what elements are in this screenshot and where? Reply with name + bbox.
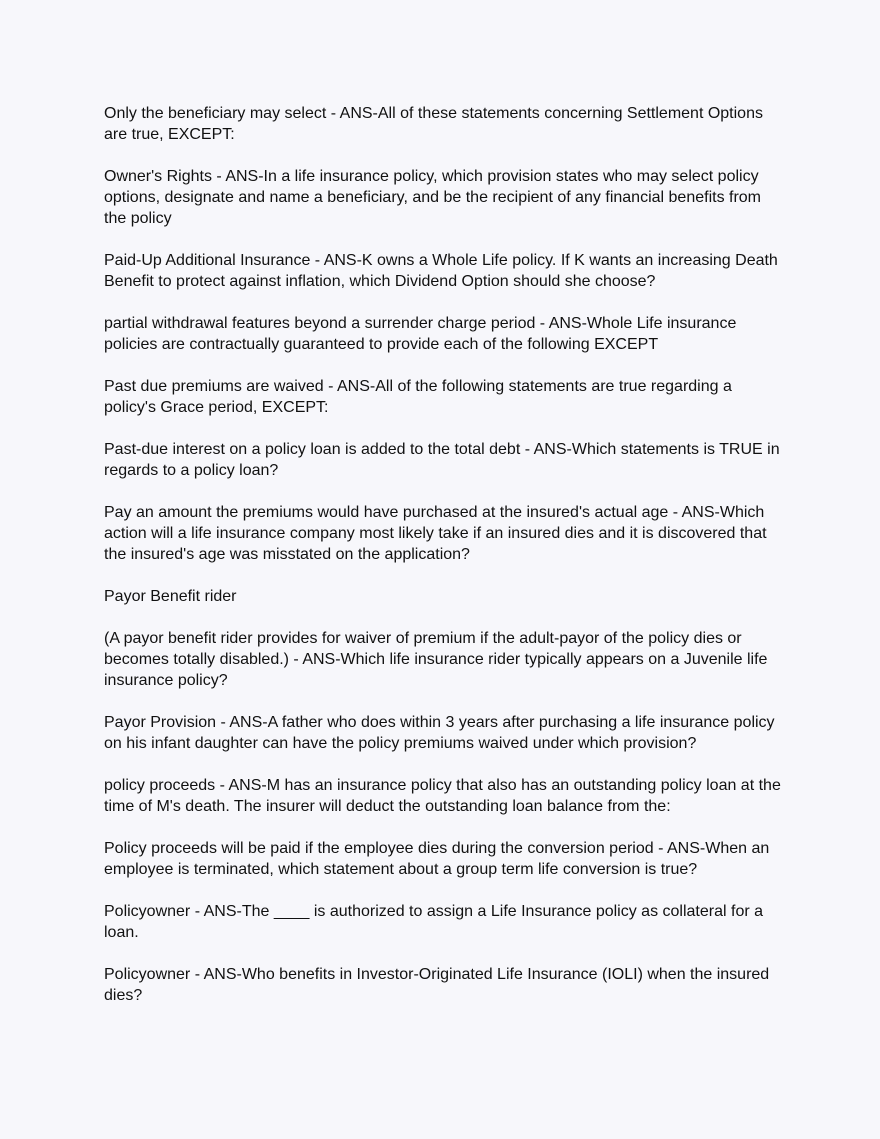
text-line: action will a life insurance company most likely take if an insured dies and it is discovered that — [104, 525, 767, 542]
text-line: are true, EXCEPT: — [104, 126, 235, 143]
text-line: Payor Provision - ANS-A father who does within 3 years after purchasing a life insurance policy — [104, 714, 775, 731]
text-line: employee is terminated, which statement about a group term life conversion is true? — [104, 861, 698, 878]
qa-paragraph — [104, 964, 804, 1006]
qa-paragraph — [104, 502, 804, 565]
text-line: partial withdrawal features beyond a surrender charge period - ANS-Whole Life insurance — [104, 315, 737, 332]
text-line: loan. — [104, 924, 139, 941]
text-line: Policyowner - ANS-Who benefits in Investor-Originated Life Insurance (IOLI) when the insured — [104, 966, 770, 983]
text-line: Payor Benefit rider — [104, 588, 237, 605]
text-line: becomes totally disabled.) - ANS-Which life insurance rider typically appears on a Juvenile life — [104, 651, 768, 668]
qa-paragraph — [104, 712, 804, 754]
text-line: Past-due interest on a policy loan is added to the total debt - ANS-Which statements is TRUE in — [104, 441, 780, 458]
text-line: Only the beneficiary may select - ANS-All of these statements concerning Settlement Options — [104, 105, 763, 122]
qa-paragraph — [104, 250, 804, 292]
text-line: regards to a policy loan? — [104, 462, 279, 479]
text-line: time of M's death. The insurer will deduct the outstanding loan balance from the: — [104, 798, 671, 815]
text-line: Owner's Rights - ANS-In a life insurance policy, which provision states who may select policy — [104, 168, 759, 185]
qa-paragraph — [104, 103, 804, 145]
qa-paragraph — [104, 901, 804, 943]
text-line: insurance policy? — [104, 672, 228, 689]
qa-paragraph — [104, 166, 804, 229]
qa-paragraph — [104, 628, 804, 691]
text-line: (A payor benefit rider provides for waiver of premium if the adult-payor of the policy dies or — [104, 630, 742, 647]
text-line: dies? — [104, 987, 143, 1004]
document-page — [104, 103, 804, 1027]
text-line: policy's Grace period, EXCEPT: — [104, 399, 329, 416]
text-line: Policy proceeds will be paid if the employee dies during the conversion period - ANS-When an — [104, 840, 770, 857]
qa-paragraph — [104, 439, 804, 481]
text-line: Pay an amount the premiums would have purchased at the insured's actual age - ANS-Which — [104, 504, 765, 521]
text-line: Benefit to protect against inflation, which Dividend Option should she choose? — [104, 273, 656, 290]
qa-paragraph — [104, 775, 804, 817]
text-line: options, designate and name a beneficiary, and be the recipient of any financial benefits from — [104, 189, 762, 206]
text-line: the insured's age was misstated on the application? — [104, 546, 470, 563]
text-line: Policyowner - ANS-The ____ is authorized to assign a Life Insurance policy as collateral for a — [104, 903, 764, 920]
qa-paragraph — [104, 586, 804, 607]
text-line: the policy — [104, 210, 172, 227]
text-line: Paid-Up Additional Insurance - ANS-K owns a Whole Life policy. If K wants an increasing Death — [104, 252, 778, 269]
text-line: policy proceeds - ANS-M has an insurance policy that also has an outstanding policy loan at the — [104, 777, 781, 794]
text-line: policies are contractually guaranteed to provide each of the following EXCEPT — [104, 336, 659, 353]
qa-paragraph — [104, 838, 804, 880]
qa-paragraph — [104, 376, 804, 418]
text-line: on his infant daughter can have the policy premiums waived under which provision? — [104, 735, 697, 752]
qa-paragraph — [104, 313, 804, 355]
text-line: Past due premiums are waived - ANS-All of the following statements are true regarding a — [104, 378, 732, 395]
